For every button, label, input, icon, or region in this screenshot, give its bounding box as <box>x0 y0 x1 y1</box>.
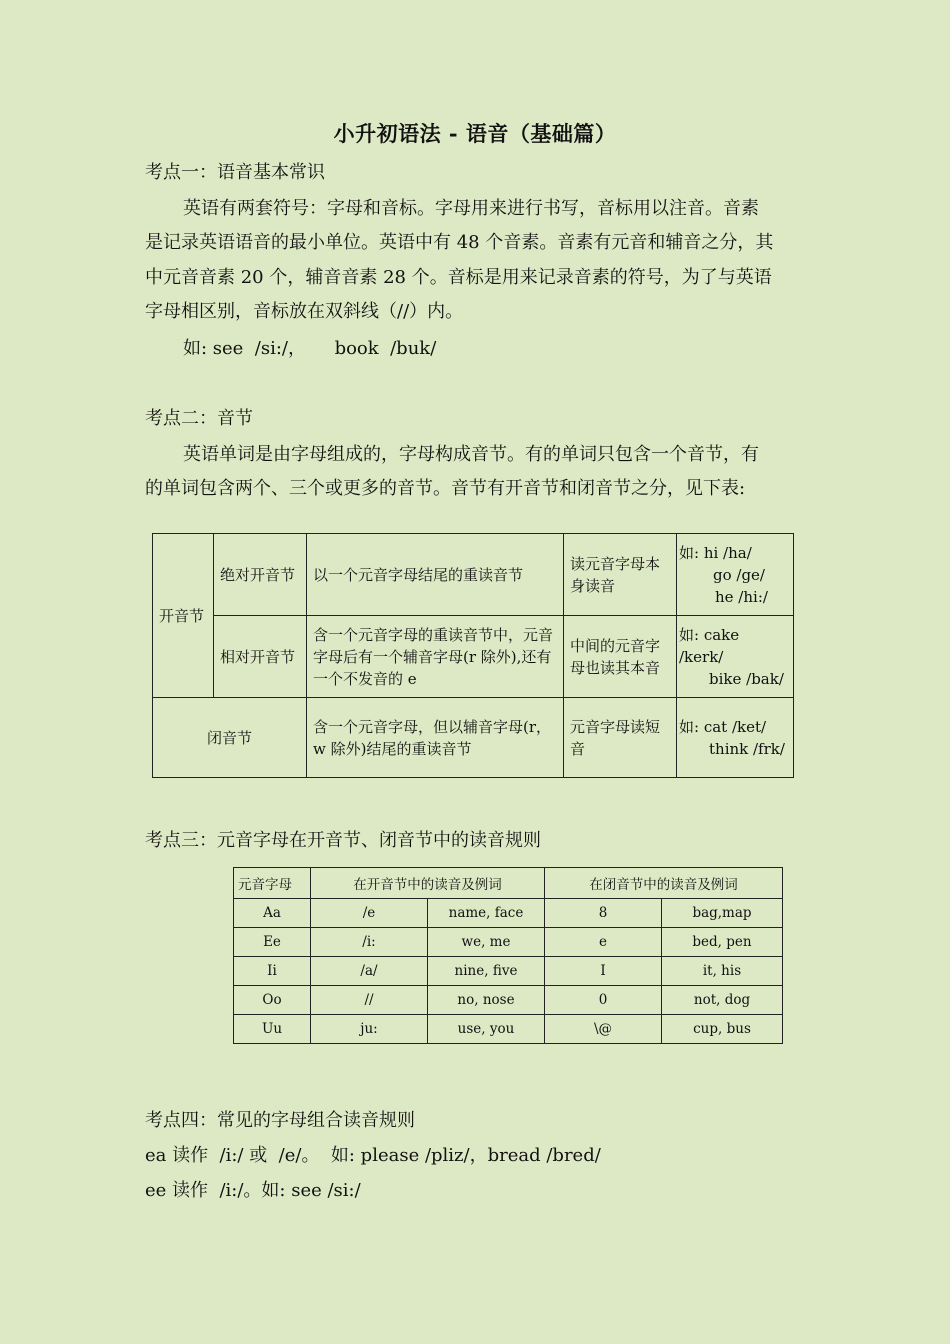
closed-sound-cell: e <box>545 928 662 957</box>
open-examples-cell: name, face <box>428 899 545 928</box>
section1-paragraph-line: 字母相区别，音标放在双斜线（//）内。 <box>145 301 464 322</box>
open-sound-cell: ju: <box>311 1015 428 1044</box>
example-line: 如: cat /ket/ <box>679 717 767 736</box>
syllable-definition-cell: 以一个元音字母结尾的重读音节 <box>307 534 564 616</box>
table-row <box>234 986 783 1015</box>
vowel-letter-cell: Ii <box>234 957 311 986</box>
syllable-type-cell: 相对开音节 <box>214 616 307 698</box>
open-examples-cell: nine, five <box>428 957 545 986</box>
vowel-table <box>233 867 783 1044</box>
section1-heading: 考点一：语音基本常识 <box>145 162 325 183</box>
syllable-examples-cell <box>677 698 794 778</box>
example-line: think /frk/ <box>709 739 785 758</box>
section2-paragraph-line: 英语单词是由字母组成的，字母构成音节。有的单词只包含一个音节，有 <box>183 444 759 465</box>
example-line: go /ge/ <box>713 565 765 584</box>
vowel-table-header: 元音字母 <box>234 868 311 899</box>
section3-heading: 考点三：元音字母在开音节、闭音节中的读音规则 <box>145 830 541 851</box>
syllable-examples-cell <box>677 534 794 616</box>
example-line: he /hi:/ <box>715 587 768 606</box>
open-syllable-label: 开音节 <box>153 534 214 698</box>
vowel-table-header: 在闭音节中的读音及例词 <box>545 868 783 899</box>
closed-examples-cell: not, dog <box>662 986 783 1015</box>
section1-example: 如: see /si:/， book /buk/ <box>183 338 437 359</box>
closed-sound-cell: \@ <box>545 1015 662 1044</box>
closed-examples-cell: bag,map <box>662 899 783 928</box>
vowel-letter-cell: Aa <box>234 899 311 928</box>
syllable-pronunciation-cell: 读元音字母本身读音 <box>564 534 677 616</box>
open-examples-cell: we, me <box>428 928 545 957</box>
closed-examples-cell: cup, bus <box>662 1015 783 1044</box>
closed-sound-cell: 0 <box>545 986 662 1015</box>
closed-syllable-label: 闭音节 <box>153 698 307 778</box>
open-examples-cell: no, nose <box>428 986 545 1015</box>
syllable-pronunciation-cell: 元音字母读短音 <box>564 698 677 778</box>
syllable-examples-cell <box>677 616 794 698</box>
syllable-definition-cell: 含一个元音字母的重读音节中，元音字母后有一个辅音字母(r 除外),还有一个不发音的 e <box>307 616 564 698</box>
open-sound-cell: /a/ <box>311 957 428 986</box>
example-line: 如: cake /kerk/ <box>679 625 740 666</box>
vowel-letter-cell: Uu <box>234 1015 311 1044</box>
section1-paragraph-line: 是记录英语语音的最小单位。英语中有 48 个音素。音素有元音和辅音之分，其 <box>145 232 774 253</box>
closed-examples-cell: bed, pen <box>662 928 783 957</box>
page-title: 小升初语法 - 语音（基础篇） <box>333 121 617 146</box>
table-row <box>234 1015 783 1044</box>
open-sound-cell: // <box>311 986 428 1015</box>
example-line: 如: hi /ha/ <box>679 543 752 562</box>
table-row <box>234 928 783 957</box>
section1-paragraph-line: 中元音音素 20 个，辅音音素 28 个。音标是用来记录音素的符号，为了与英语 <box>145 267 772 288</box>
table-row <box>234 899 783 928</box>
syllable-type-cell: 绝对开音节 <box>214 534 307 616</box>
closed-sound-cell: I <box>545 957 662 986</box>
syllable-pronunciation-cell: 中间的元音字母也读其本音 <box>564 616 677 698</box>
section4-rule-line: ea 读作 /i:/ 或 /e/。 如: please /pliz/，bread /bred/ <box>145 1145 601 1166</box>
open-sound-cell: /i: <box>311 928 428 957</box>
syllable-table <box>152 533 794 778</box>
open-examples-cell: use, you <box>428 1015 545 1044</box>
open-sound-cell: /e <box>311 899 428 928</box>
section4-rule-line: ee 读作 /i:/。如: see /si:/ <box>145 1180 361 1201</box>
example-line: bike /bak/ <box>709 669 784 688</box>
vowel-letter-cell: Ee <box>234 928 311 957</box>
closed-sound-cell: 8 <box>545 899 662 928</box>
closed-examples-cell: it, his <box>662 957 783 986</box>
vowel-table-header: 在开音节中的读音及例词 <box>311 868 545 899</box>
vowel-letter-cell: Oo <box>234 986 311 1015</box>
section1-paragraph-line: 英语有两套符号：字母和音标。字母用来进行书写，音标用以注音。音素 <box>183 198 759 219</box>
section4-heading: 考点四：常见的字母组合读音规则 <box>145 1110 415 1131</box>
table-row <box>234 957 783 986</box>
section2-paragraph-line: 的单词包含两个、三个或更多的音节。音节有开音节和闭音节之分，见下表: <box>145 478 746 499</box>
syllable-definition-cell: 含一个元音字母，但以辅音字母(r，w 除外)结尾的重读音节 <box>307 698 564 778</box>
section2-heading: 考点二：音节 <box>145 408 253 429</box>
